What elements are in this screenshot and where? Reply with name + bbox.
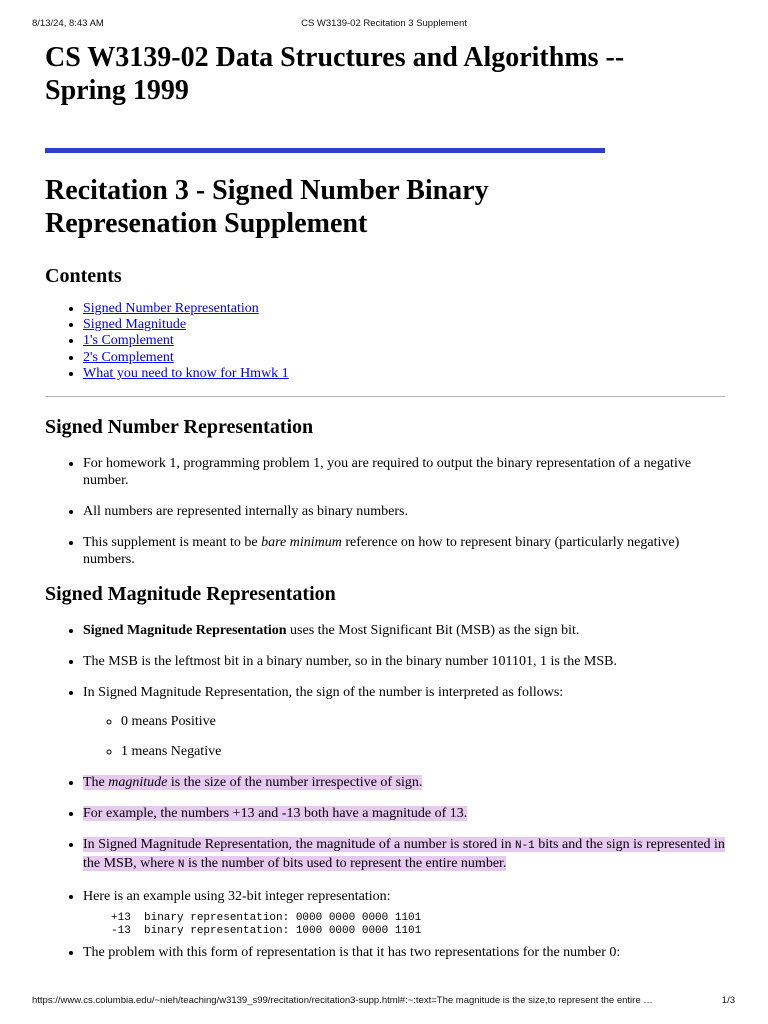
list-item-highlighted: • The magnitude is the size of the number irrespective of sign. <box>83 774 725 791</box>
toc-item <box>83 350 725 366</box>
toc-item <box>83 301 725 317</box>
print-url: https://www.cs.columbia.edu/~nieh/teaching/w3139_s99/recitation/recitation3-supp.html#:~:text=The magnitude is the size,to represent the entire … <box>32 995 653 1006</box>
list-item: • Signed Magnitude Representation uses the Most Significant Bit (MSB) as the sign bit. <box>83 622 725 639</box>
toc-link-ones-complement[interactable]: 1's Complement <box>83 333 174 349</box>
list-item: • All numbers are represented internally as binary numbers. <box>83 503 725 520</box>
toc-item <box>83 333 725 349</box>
list-item-highlighted: • In Signed Magnitude Representation, the magnitude of a number is stored in N-1 bits and the sign is represented in the MSB, where N is the number of bits used to represent the entire number. <box>83 836 725 874</box>
print-title: CS W3139-02 Recitation 3 Supplement <box>301 18 467 29</box>
binary-example: +13 binary representation: 0000 0000 0000 1101 -13 binary representation: 1000 0000 0000 1101 <box>111 912 422 938</box>
toc-item <box>83 317 725 333</box>
section-signed-number-list <box>45 455 725 568</box>
toc-item <box>83 366 725 382</box>
sub-list-item: ◦ 0 means Positive <box>121 713 725 730</box>
course-title-line2: Spring 1999 <box>45 75 189 106</box>
page-number: 1/3 <box>721 995 735 1006</box>
list-item: • In Signed Magnitude Representation, the sign of the number is interpreted as follows: ◦ 0 means Positive ◦ 1 means Negative <box>83 684 725 760</box>
recitation-title-line2: Represenation Supplement <box>45 208 368 239</box>
course-title <box>45 40 725 107</box>
sign-meaning-list <box>83 713 725 760</box>
list-item: • The problem with this form of representation is that it has two representations for the number 0: <box>83 944 725 961</box>
blue-divider <box>45 148 605 153</box>
recitation-title <box>45 174 725 240</box>
toc-link-hmwk1[interactable]: What you need to know for Hmwk 1 <box>83 365 289 381</box>
toc-link-signed-magnitude[interactable]: Signed Magnitude <box>83 317 187 333</box>
toc-link-signed-number[interactable]: Signed Number Representation <box>83 301 259 316</box>
toc-link-twos-complement[interactable]: 2's Complement <box>83 349 174 365</box>
list-item: • For homework 1, programming problem 1, you are required to output the binary representation of a negative number. <box>83 455 725 489</box>
sub-list-item: ◦ 1 means Negative <box>121 743 725 760</box>
list-item: • This supplement is meant to be bare minimum reference on how to represent binary (particularly negative) numbers. <box>83 534 725 568</box>
section-divider <box>45 396 725 397</box>
recitation-title-line1: Recitation 3 - Signed Number Binary <box>45 175 489 206</box>
course-title-line1: CS W3139-02 Data Structures and Algorithms -- <box>45 42 625 73</box>
section-signed-magnitude-heading: Signed Magnitude Representation <box>45 583 336 606</box>
print-datetime: 8/13/24, 8:43 AM <box>32 18 104 29</box>
list-item: • Here is an example using 32-bit integer representation: +13 binary representation: 0000 0000 0000 1101 -13 binary representation: 1000 0000 0000 1101 <box>83 888 725 938</box>
contents-list <box>45 301 725 382</box>
list-item-highlighted: • For example, the numbers +13 and -13 both have a magnitude of 13. <box>83 805 725 822</box>
contents-heading: Contents <box>45 265 122 287</box>
document-body <box>45 40 725 975</box>
section-signed-magnitude-list <box>45 622 725 961</box>
section-signed-number-heading: Signed Number Representation <box>45 416 314 439</box>
list-item: • The MSB is the leftmost bit in a binary number, so in the binary number 101101, 1 is the MSB. <box>83 653 725 670</box>
